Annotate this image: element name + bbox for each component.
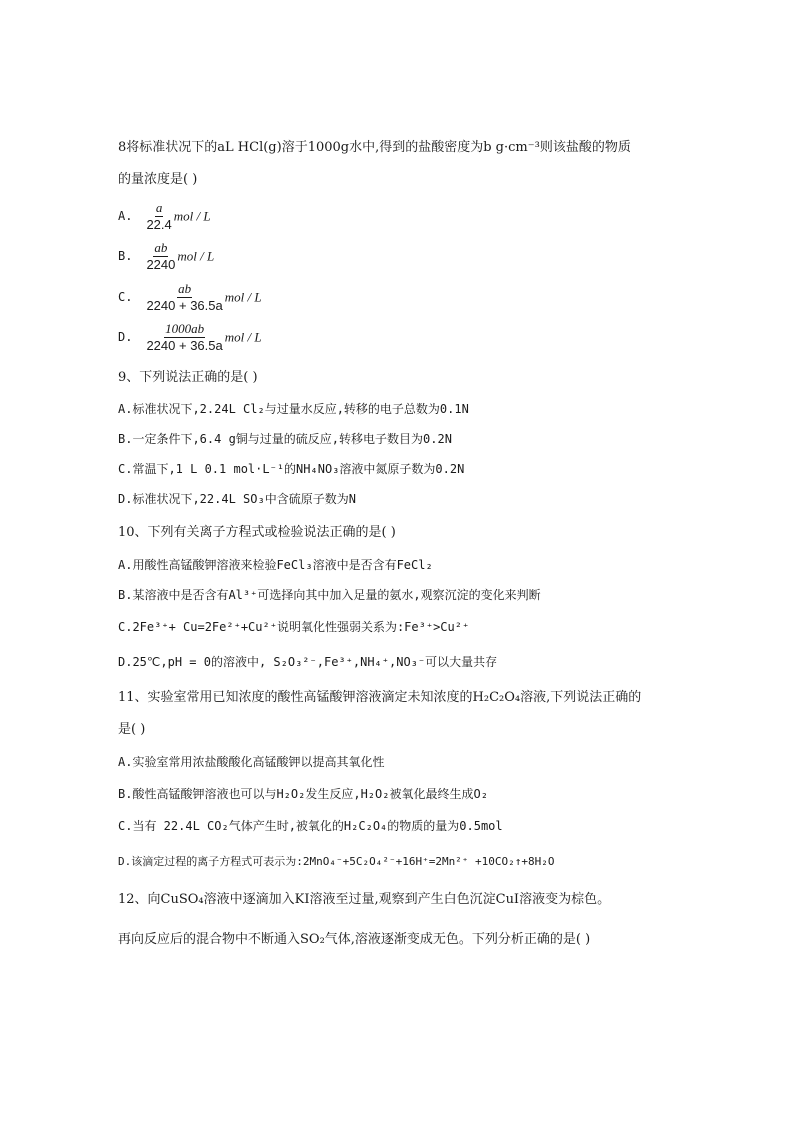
q9-option-a: A.标准状况下,2.24L Cl₂与过量水反应,转移的电子总数为0.1N [118, 402, 469, 416]
q10-option-c: C.2Fe³⁺+ Cu=2Fe²⁺+Cu²⁺说明氧化性强弱关系为:Fe³⁺>Cu²⁺ [118, 620, 470, 634]
q8-option-d [118, 321, 262, 354]
q12-stem-line2: 再向反应后的混合物中不断通入SO₂气体,溶液逐渐变成无色。下列分析正确的是( ) [118, 932, 591, 947]
fraction [146, 281, 222, 314]
q9-stem: 9、下列说法正确的是( ) [118, 370, 258, 385]
fraction [146, 200, 171, 233]
q10-option-d: D.25℃,pH = 0的溶液中, S₂O₃²⁻,Fe³⁺,NH₄⁺,NO₃⁻可以大量共存 [118, 655, 498, 669]
q11-option-c: C.当有 22.4L CO₂气体产生时,被氧化的H₂C₂O₄的物质的量为0.5mol [118, 819, 503, 833]
q11-stem-line2: 是( ) [118, 722, 146, 737]
fraction-numerator: ab [178, 281, 192, 296]
q11-stem-line1: 11、实验室常用已知浓度的酸性高锰酸钾溶液滴定未知浓度的H₂C₂O₄溶液,下列说法正确的 [118, 690, 642, 705]
q10-option-b: B.某溶液中是否含有Al³⁺可选择向其中加入足量的氨水,观察沉淀的变化来判断 [118, 588, 541, 602]
q11-option-b: B.酸性高锰酸钾溶液也可以与H₂O₂发生反应,H₂O₂被氧化最终生成O₂ [118, 787, 488, 801]
q12-stem-line1: 12、向CuSO₄溶液中逐滴加入KI溶液至过量,观察到产生白色沉淀CuI溶液变为棕色。 [118, 892, 611, 907]
q8-stem-line2: 的量浓度是( ) [118, 172, 198, 187]
fraction [146, 240, 175, 273]
option-label: D. [118, 330, 133, 344]
q11-option-d: D.该滴定过程的离子方程式可表示为:2MnO₄⁻+5C₂O₄²⁻+16H⁺=2Mn²⁺ +10CO₂↑+8H₂O [118, 855, 555, 868]
q9-option-b: B.一定条件下,6.4 g铜与过量的硫反应,转移电子数目为0.2N [118, 432, 452, 446]
fraction-denominator: 2240 + 36.5a [146, 338, 223, 353]
q9-option-c: C.常温下,1 L 0.1 mol·L⁻¹的NH₄NO₃溶液中氮原子数为0.2N [118, 462, 465, 476]
q11-option-a: A.实验室常用浓盐酸酸化高锰酸钾以提高其氧化性 [118, 755, 385, 769]
fraction-numerator: a [155, 200, 163, 215]
option-label: B. [118, 249, 133, 263]
fraction-numerator: 1000ab [165, 321, 205, 336]
option-label: A. [118, 209, 133, 223]
unit-label: mol / L [224, 289, 262, 305]
fraction-denominator: 2240 [146, 257, 176, 272]
unit-label: mol / L [173, 208, 211, 224]
q8-option-c [118, 281, 262, 314]
option-label: C. [118, 290, 133, 304]
fraction-denominator: 22.4 [146, 217, 172, 232]
q10-option-a: A.用酸性高锰酸钾溶液来检验FeCl₃溶液中是否含有FeCl₂ [118, 558, 433, 572]
fraction-denominator: 2240 + 36.5a [146, 298, 223, 313]
fraction-numerator: ab [154, 240, 168, 255]
q9-option-d: D.标准状况下,22.4L SO₃中含硫原子数为N [118, 492, 356, 506]
unit-label: mol / L [177, 248, 215, 264]
q8-stem-line1: 8将标准状况下的aL HCl(g)溶于1000g水中,得到的盐酸密度为b g·cm⁻³则该盐酸的物质 [118, 140, 631, 155]
q10-stem: 10、下列有关离子方程式或检验说法正确的是( ) [118, 525, 396, 540]
unit-label: mol / L [224, 329, 262, 345]
q8-option-b [118, 240, 214, 273]
q8-option-a [118, 200, 211, 233]
fraction [146, 321, 222, 354]
